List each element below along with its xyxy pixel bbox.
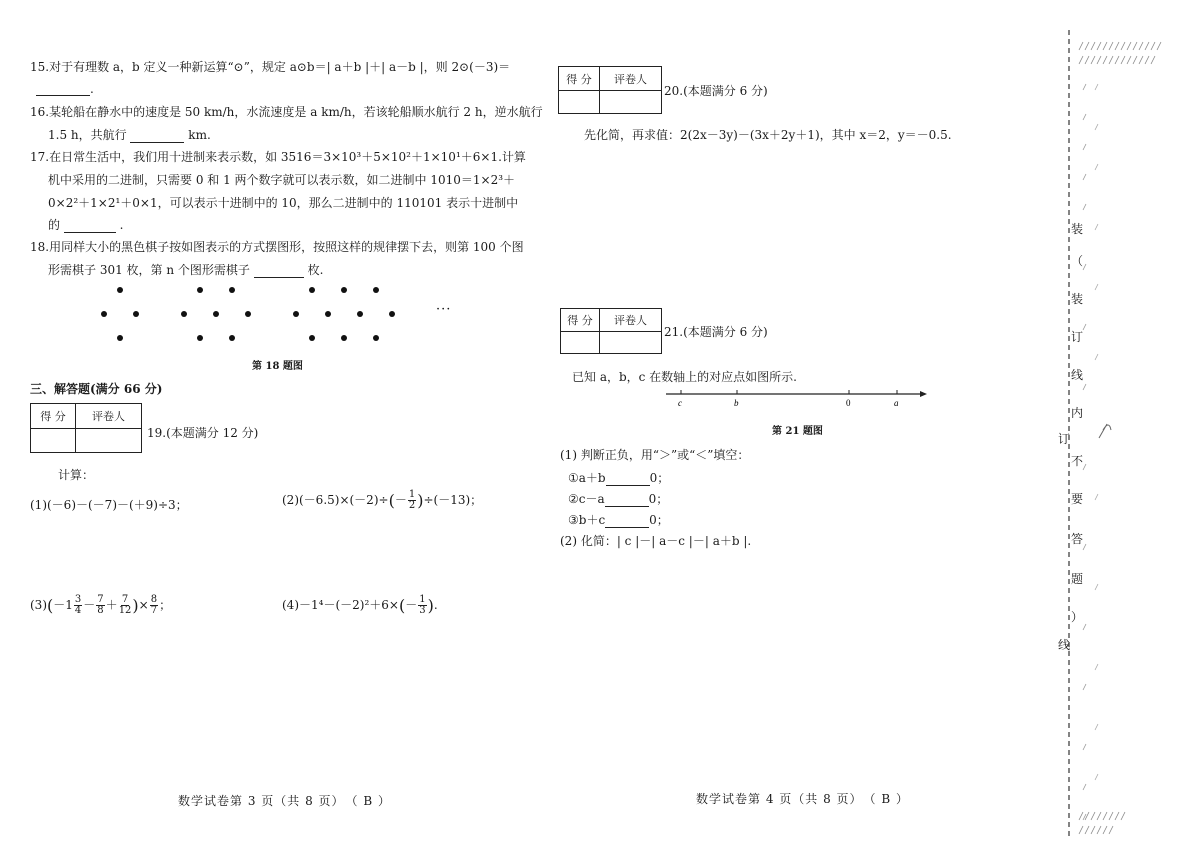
- q21-item2: ②c－a 0；: [568, 492, 669, 506]
- q21-number-line: [664, 386, 928, 410]
- q21-part1: (1) 判断正负，用“＞”或“＜”填空：: [560, 448, 750, 462]
- chess-piece: [101, 311, 107, 317]
- chess-piece: [197, 335, 203, 341]
- q16-answer-blank: [130, 130, 184, 143]
- q20-heading: 20.(本题满分 6 分): [664, 84, 768, 98]
- q21-score-table: [560, 308, 662, 354]
- q21-intro: 已知 a，b，c 在数轴上的对应点如图所示.: [572, 370, 798, 384]
- q18-answer-blank: [254, 265, 304, 278]
- chess-piece: [181, 311, 187, 317]
- score-cell: [561, 332, 600, 354]
- question-15-answer: .: [36, 82, 94, 96]
- q17-line3: 0×2²＋1×2¹＋0×1，可以表示十进制中的 10，那么二进制中的 110101 表示十进制中: [48, 196, 519, 210]
- left-page-footer: 数学试卷第 3 页（共 8 页） （ B ）: [178, 794, 391, 808]
- grader-cell: [76, 429, 142, 453]
- question-16: 16.某轮船在静水中的速度是 50 km/h，水流速度是 a km/h，若该轮船顺水航行 2 h，逆水航行: [30, 105, 543, 119]
- q19-heading: 19.(本题满分 12 分): [147, 426, 259, 440]
- binding-marks: [1095, 84, 1098, 780]
- q19-part3: (3)(－1 $\frac{3}{4}$ － $\frac{7}{8}$ ＋ $\frac{7}{12}$ )× $\frac{8}{7}$ ；: [30, 594, 172, 616]
- binding-char: 订: [1071, 330, 1084, 344]
- binding-char: 装: [1071, 292, 1084, 306]
- right-page-footer: 数学试卷第 4 页（共 8 页） （ B ）: [696, 792, 909, 806]
- chess-piece: [293, 311, 299, 317]
- binding-char: 答: [1071, 532, 1084, 546]
- binding-char: 要: [1071, 492, 1084, 506]
- binding-char: ）: [1071, 610, 1084, 624]
- chess-piece: [213, 311, 219, 317]
- chess-piece: [341, 287, 347, 293]
- binding-hatching-bottom: [1079, 812, 1125, 834]
- score-label: 得 分: [31, 404, 76, 429]
- grader-label: 评卷人: [600, 67, 662, 91]
- chess-piece: [309, 287, 315, 293]
- q15-line1: 15.对于有理数 a，b 定义一种新运算“⊙”，规定 a⊙b＝| a＋b |＋| a－b |，则 2⊙(－3)＝: [30, 60, 511, 74]
- label-zero: 0: [846, 398, 851, 408]
- binding-margin-pattern: [1065, 30, 1175, 840]
- q21-part2: (2) 化简：| c |－| a－c |－| a＋b |.: [560, 534, 752, 548]
- question-15: [30, 58, 510, 75]
- question-17: 17.在日常生活中，我们用十进制来表示数，如 3516＝3×10³＋5×10²＋1×10¹＋6×1.计算: [30, 150, 526, 164]
- chess-piece: [117, 287, 123, 293]
- fraction: $\frac{1}{3}$: [419, 594, 426, 616]
- score-cell: [559, 91, 600, 114]
- fraction: $\frac{7}{8}$: [97, 594, 104, 616]
- q21-blank-2: [605, 494, 649, 507]
- chess-piece: [357, 311, 363, 317]
- binding-char: 订: [1058, 432, 1071, 446]
- fraction: $\frac{3}{4}$: [74, 594, 82, 616]
- q19-score-table: [30, 403, 142, 453]
- binding-char: 线: [1071, 368, 1084, 382]
- score-label: 得 分: [559, 67, 600, 91]
- fraction: $\frac{8}{7}$: [150, 594, 158, 616]
- binding-char: 装: [1071, 222, 1084, 236]
- binding-char: 内: [1071, 406, 1084, 420]
- q19-part4: (4)－1⁴－(－2)²＋6×(－ $\frac{1}{3}$ ).: [282, 594, 438, 616]
- q17-line2: 机中采用的二进制，只需要 0 和 1 两个数字就可以表示数，如二进制中 1010＝1×2³＋: [48, 173, 516, 187]
- chess-piece: [325, 311, 331, 317]
- chess-piece: [309, 335, 315, 341]
- grader-cell: [600, 91, 662, 114]
- q19-instruction: 计算：: [58, 468, 95, 482]
- q21-item1: ①a＋b 0；: [568, 471, 670, 485]
- q21-blank-1: [606, 473, 650, 486]
- chess-piece: [373, 287, 379, 293]
- binding-scribble: [1099, 424, 1111, 438]
- question-16-line2: 1.5 h，共航行 km.: [48, 128, 211, 142]
- score-label: 得 分: [561, 309, 600, 332]
- fraction: $\frac{1}{2}$: [408, 489, 416, 511]
- binding-char: 不: [1071, 454, 1084, 468]
- label-b: b: [734, 398, 739, 408]
- q18-caption: 第 18 题图: [252, 361, 303, 372]
- binding-char: 线: [1058, 638, 1071, 652]
- q20-score-table: [558, 66, 662, 114]
- binding-char: 题: [1071, 572, 1084, 586]
- chess-piece: [389, 311, 395, 317]
- chess-piece: [341, 335, 347, 341]
- grader-label: 评卷人: [600, 309, 662, 332]
- axis-arrow: [920, 391, 927, 397]
- score-cell: [31, 429, 76, 453]
- binding-char: （: [1071, 254, 1084, 268]
- chess-piece: [245, 311, 251, 317]
- q19-part2: (2)(－6.5)×(－2)÷(－ $\frac{1}{2}$ )÷(－13)；: [282, 489, 483, 511]
- q19-part1: (1)(－6)－(－7)－(＋9)÷3；: [30, 498, 188, 512]
- grader-label: 评卷人: [76, 404, 142, 429]
- q21-heading: 21.(本题满分 6 分): [664, 325, 768, 339]
- q18-line2: 形需棋子 301 枚，第 n 个图形需棋子 枚.: [48, 263, 324, 277]
- q20-text: 先化简，再求值：2(2x－3y)－(3x＋2y＋1)，其中 x＝2，y＝－0.5.: [584, 128, 952, 142]
- chess-piece: [117, 335, 123, 341]
- section-3-title: 三、解答题(满分 66 分): [30, 382, 163, 396]
- label-c: c: [678, 398, 682, 408]
- q17-answer-blank: [64, 220, 116, 233]
- binding-hatching: [1079, 42, 1161, 64]
- q21-caption: 第 21 题图: [772, 426, 823, 437]
- q15-answer-blank: [36, 83, 90, 96]
- binding-marks: [1083, 84, 1086, 820]
- chess-piece: [373, 335, 379, 341]
- chess-piece: [133, 311, 139, 317]
- q17-line4: 的 .: [48, 218, 124, 232]
- q18-ellipsis: ···: [436, 302, 452, 317]
- q21-item3: ③b＋c 0；: [568, 513, 669, 527]
- fraction: $\frac{7}{12}$: [118, 594, 132, 616]
- chess-piece: [197, 287, 203, 293]
- grader-cell: [600, 332, 662, 354]
- label-a: a: [894, 398, 899, 408]
- question-18: 18.用同样大小的黑色棋子按如图表示的方式摆图形，按照这样的规律摆下去，则第 100 个图: [30, 240, 524, 254]
- chess-piece: [229, 287, 235, 293]
- chess-piece: [229, 335, 235, 341]
- q21-blank-3: [605, 515, 649, 528]
